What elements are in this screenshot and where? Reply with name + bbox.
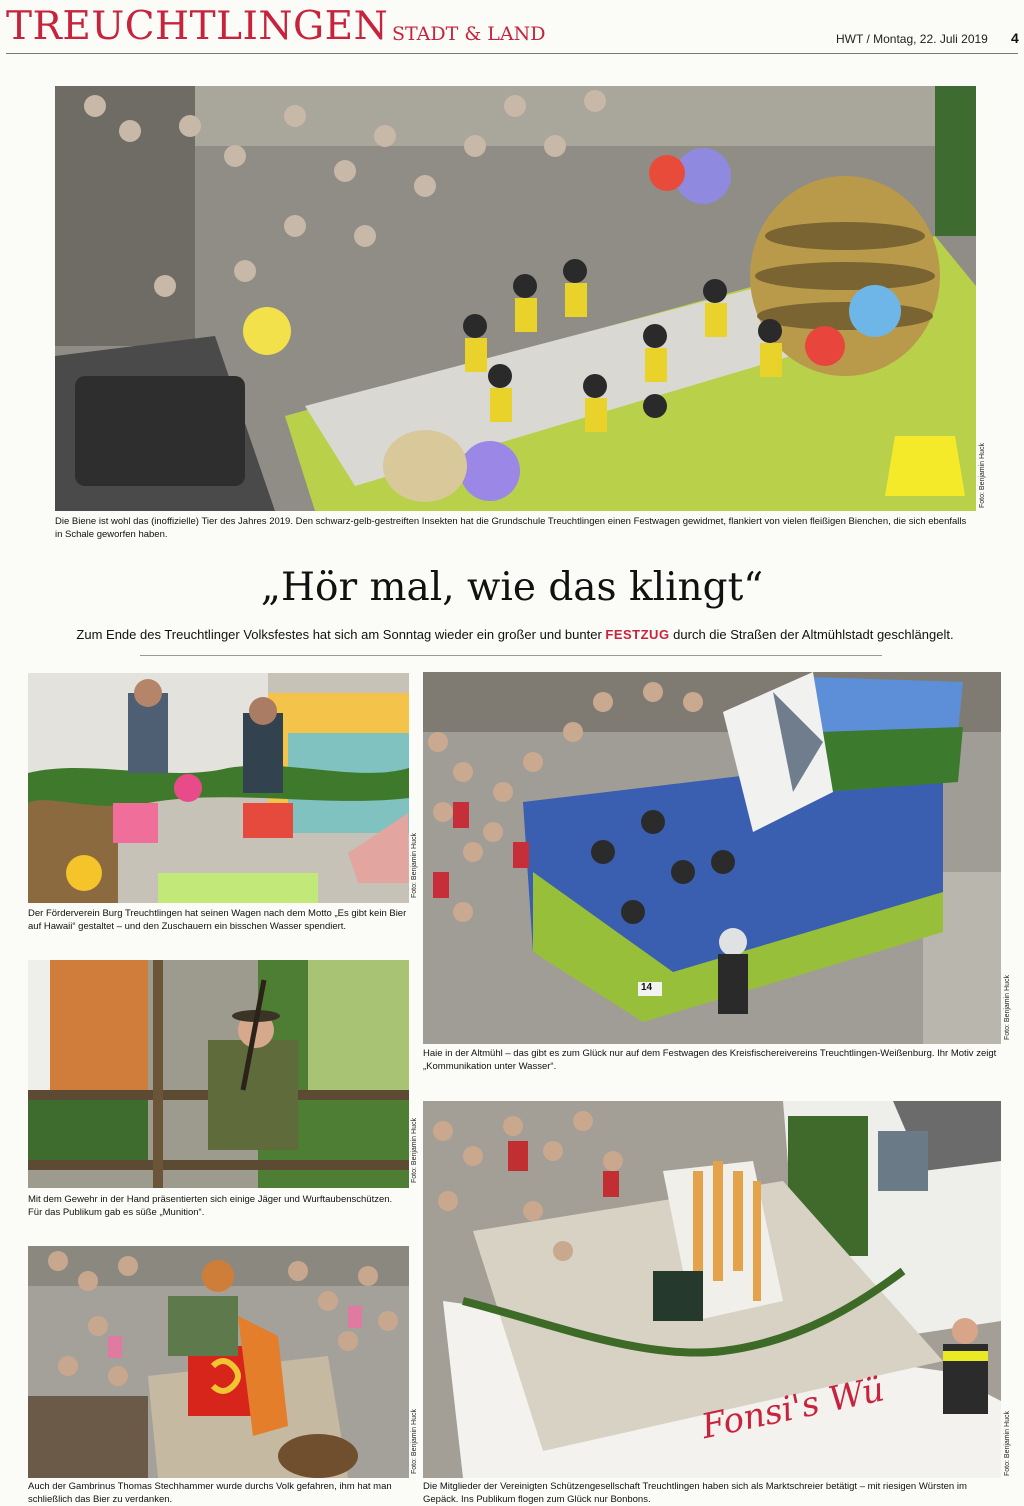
photo-hawaii-float: [28, 673, 409, 903]
market-sign-text: Fonsi's Wü: [698, 1369, 888, 1448]
article-headline: „Hör mal, wie das klingt“: [260, 565, 764, 610]
photo-credit: Foto: Benjamin Huck: [1004, 1411, 1011, 1476]
caption-hunter-float: Mit dem Gewehr in der Hand präsentierten sich einige Jäger und Wurftaubenschützen. Für das Publikum gab es süße „Munition“.: [28, 1194, 393, 1218]
caption-bee-float: Die Biene ist wohl das (inoffizielle) Tier des Jahres 2019. Den schwarz-gelb-gestreiften Insekten hat die Grundschule Treuchtlingen einen Festwagen gewidmet, flankiert von vielen fleißigen Bienchen, die sich ebenfalls in Schale geworfen haben.: [55, 516, 967, 540]
photo-shark-float: [423, 672, 1001, 1044]
photo-credit: Foto: Benjamin Huck: [411, 1409, 418, 1474]
wagon-number: 14: [641, 982, 653, 993]
caption-shark-float: Haie in der Altmühl – das gibt es zum Glück nur auf dem Festwagen des Kreisfischereivereins Treuchtlingen-Weißenburg. Ihr Motiv zeigt „Kommunikation unter Wasser“.: [423, 1048, 997, 1072]
photo-credit: Foto: Benjamin Huck: [1004, 975, 1011, 1040]
caption-market-float: Die Mitglieder der Vereinigten Schützengesellschaft Treuchtlingen haben sich als Marktschreier betätigt – mit riesigen Würsten im Gepäck. Ins Publikum flogen zum Glück nur Bonbons.: [423, 1481, 967, 1505]
photo-hunter-float: [28, 960, 409, 1188]
photo-gambrinus-float: [28, 1246, 409, 1478]
masthead-rule: [6, 53, 1018, 54]
masthead-title: TREUCHTLINGEN: [6, 4, 389, 49]
subline-text-before: Zum Ende des Treuchtlinger Volksfestes hat sich am Sonntag wieder ein großer und bunter: [76, 627, 606, 642]
headline-rule: [140, 655, 882, 656]
photo-bee-float: [55, 86, 976, 511]
masthead-section: STADT & LAND: [392, 23, 546, 45]
photo-credit: Foto: Benjamin Huck: [979, 443, 986, 508]
caption-gambrinus-float: Auch der Gambrinus Thomas Stechhammer wurde durchs Volk gefahren, ihm hat man schließlich das Bier zu verdanken.: [28, 1481, 392, 1505]
subline-accent: FESTZUG: [605, 627, 670, 642]
caption-hawaii-float: Der Förderverein Burg Treuchtlingen hat seinen Wagen nach dem Motto „Es gibt kein Bier auf Hawaii“ gestaltet – und den Zuschauern ein bisschen Wasser spendiert.: [28, 908, 407, 932]
photo-credit: Foto: Benjamin Huck: [411, 833, 418, 898]
masthead-date: HWT / Montag, 22. Juli 2019: [836, 32, 988, 46]
photo-credit: Foto: Benjamin Huck: [411, 1118, 418, 1183]
article-subline: [60, 626, 970, 644]
subline-text-after: durch die Straßen der Altmühlstadt geschlängelt.: [669, 627, 954, 642]
page-number: 4: [1011, 30, 1019, 46]
